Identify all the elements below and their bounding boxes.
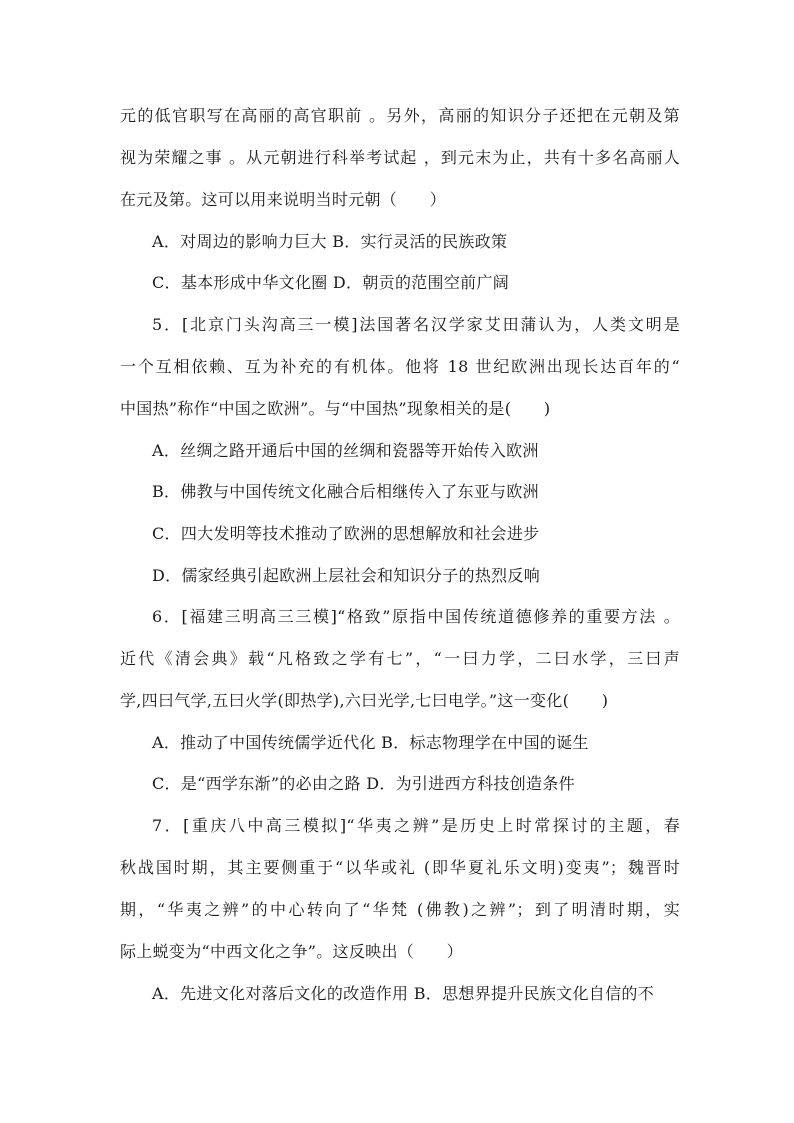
question6-option-cd: C．是“西学东渐”的必由之路 D．为引进西方科技创造条件 — [152, 774, 575, 793]
intro-line-1: 元的低官职写在高丽的高官职前 。另外，高丽的知识分子还把在元朝及第 — [120, 106, 680, 125]
question5-line-1: 5．[北京门头沟高三一模]法国著名汉学家艾田蒲认为，人类文明是 — [152, 315, 680, 334]
question5-option-a: A．丝绸之路开通后中国的丝绸和瓷器等开始传入欧洲 — [152, 441, 539, 460]
question7-line-3: 期，“华夷之辨”的中心转向了“华梵 (佛教)之辨”；到了明清时期，实 — [120, 900, 680, 919]
question6-line-1: 6．[福建三明高三三模]“格致”原指中国传统道德修养的重要方法 。 — [152, 607, 680, 626]
intro-option-ab: A．对周边的影响力巨大 B．实行灵活的民族政策 — [152, 232, 508, 251]
question5-line-2: 一个互相依赖、互为补充的有机体。他将 18 世纪欧洲出现长达百年的“ — [120, 357, 680, 376]
question5-line-3: 中国热”称作“中国之欧洲”。与“中国热”现象相关的是( ) — [120, 399, 551, 418]
question6-option-ab: A．推动了中国传统儒学近代化 B．标志物理学在中国的诞生 — [152, 733, 589, 752]
question5-option-d: D．儒家经典引起欧洲上层社会和知识分子的热烈反响 — [152, 566, 541, 585]
intro-option-cd: C．基本形成中华文化圈 D．朝贡的范围空前广阔 — [152, 273, 510, 292]
question7-line-1: 7．[重庆八中高三模拟]“华夷之辨”是历史上时常探讨的主题，春 — [152, 816, 680, 835]
intro-line-2: 视为荣耀之事 。从元朝进行科举考试起 ，到元末为止，共有十多名高丽人 — [120, 148, 680, 167]
intro-line-3: 在元及第。这可以用来说明当时元朝（ ） — [120, 190, 447, 209]
question7-option-ab: A．先进文化对落后文化的改造作用 B．思想界提升民族文化自信的不 — [152, 984, 654, 1003]
question7-line-2: 秋战国时期，其主要侧重于“以华或礼 (即华夏礼乐文明)变夷”；魏晋时 — [120, 858, 680, 877]
question7-line-4: 际上蜕变为“中西文化之争”。这反映出（ ） — [120, 942, 463, 961]
question6-line-3: 学,四曰气学,五曰火学(即热学),六曰光学,七曰电学。”这一变化( ) — [120, 691, 609, 710]
question5-option-b: B．佛教与中国传统文化融合后相继传入了东亚与欧洲 — [152, 482, 539, 501]
question6-line-2: 近代《清会典》载“凡格致之学有七”，“一曰力学，二曰水学，三曰声 — [120, 649, 680, 668]
question5-option-c: C．四大发明等技术推动了欧洲的思想解放和社会进步 — [152, 524, 540, 543]
